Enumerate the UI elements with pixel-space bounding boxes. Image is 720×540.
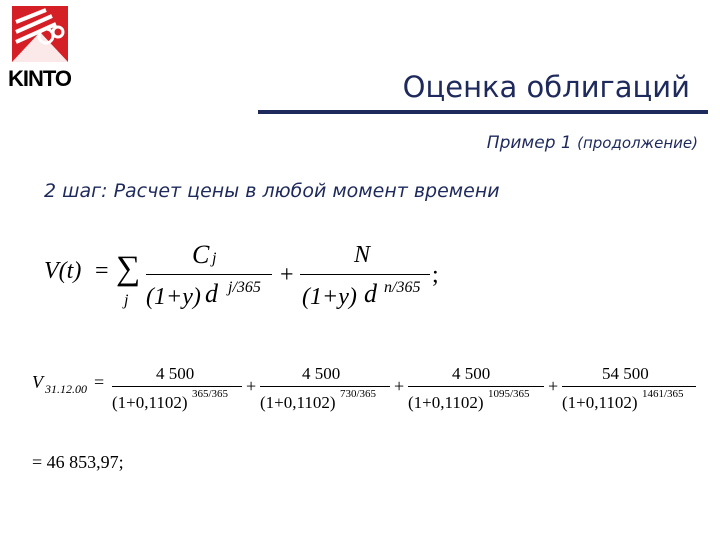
example-term2-bar bbox=[260, 386, 390, 387]
example-plus-3: + bbox=[548, 376, 559, 396]
subtitle-main: Пример 1 bbox=[486, 133, 572, 153]
subtitle-paren: (продолжение) bbox=[577, 134, 698, 152]
term2-numerator: N bbox=[354, 242, 371, 268]
example-term4-exponent: 1461/365 bbox=[642, 388, 684, 400]
term1-exponent: j/365 bbox=[228, 279, 261, 296]
example-eq: = bbox=[94, 372, 105, 392]
example-plus-1: + bbox=[246, 376, 257, 396]
example-term3-exponent: 1095/365 bbox=[488, 388, 530, 400]
step-label: 2 шаг: Расчет цены в любой момент времени bbox=[44, 180, 500, 202]
general-lhs: V(t) bbox=[44, 258, 82, 284]
result-text: = 46 853,97; bbox=[32, 452, 124, 472]
example-term1-exponent: 365/365 bbox=[192, 388, 229, 400]
example-term1-denominator: (1+0,1102) bbox=[112, 393, 188, 412]
example-term4-bar bbox=[562, 386, 696, 387]
term1-denominator-d: d bbox=[205, 279, 218, 308]
term2-denominator: (1+y) bbox=[302, 284, 357, 310]
sigma-symbol: ∑ bbox=[116, 250, 141, 287]
term1-numerator-sub: j bbox=[212, 250, 217, 267]
term2-exponent: n/365 bbox=[384, 279, 421, 296]
example-term1-bar bbox=[112, 386, 242, 387]
example-lhs-sub: 31.12.00 bbox=[45, 382, 87, 396]
example-lhs: V bbox=[32, 372, 43, 392]
example-term3-numerator: 4 500 bbox=[452, 364, 491, 383]
term2-denominator-d: d bbox=[364, 279, 377, 308]
example-term4-denominator: (1+0,1102) bbox=[562, 393, 638, 412]
result-value bbox=[32, 452, 124, 473]
logo-text: KINTO bbox=[8, 66, 72, 91]
example-term4-numerator: 54 500 bbox=[602, 364, 649, 383]
sigma-subscript: j bbox=[124, 292, 129, 309]
example-term2-exponent: 730/365 bbox=[340, 388, 377, 400]
example-term3-bar bbox=[408, 386, 544, 387]
page-title: Оценка облигаций bbox=[402, 70, 690, 104]
term1-numerator: C bbox=[192, 240, 210, 269]
general-plus: + bbox=[280, 262, 294, 288]
term1-denominator: (1+y) bbox=[146, 284, 201, 310]
example-term2-numerator: 4 500 bbox=[302, 364, 341, 383]
example-term3-denominator: (1+0,1102) bbox=[408, 393, 484, 412]
example-term1-numerator: 4 500 bbox=[156, 364, 195, 383]
general-eq: = bbox=[95, 258, 109, 284]
example-term2-denominator: (1+0,1102) bbox=[260, 393, 336, 412]
example-plus-2: + bbox=[394, 376, 405, 396]
general-semicolon: ; bbox=[432, 262, 439, 288]
